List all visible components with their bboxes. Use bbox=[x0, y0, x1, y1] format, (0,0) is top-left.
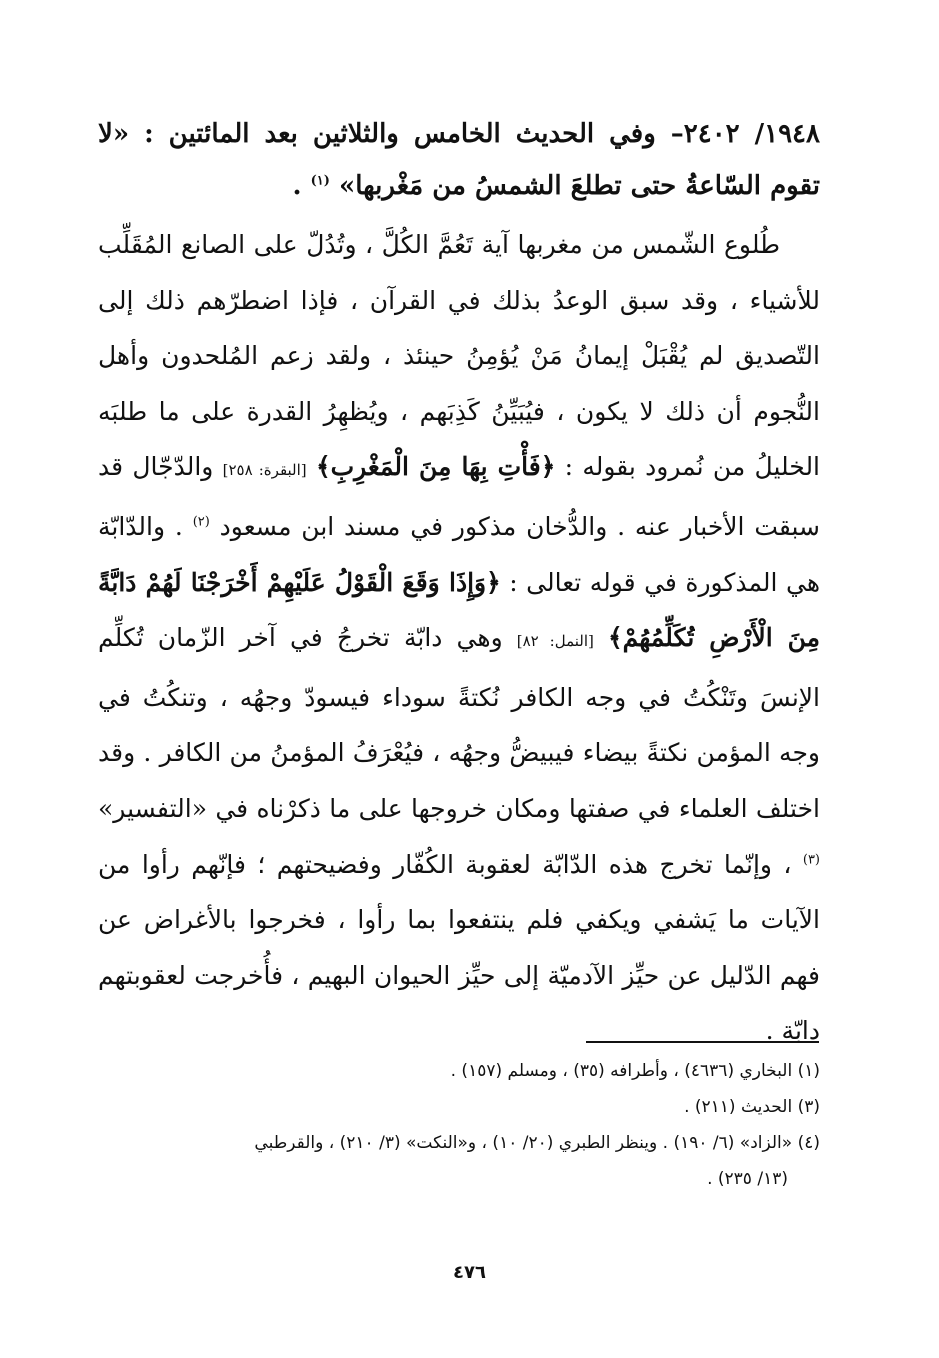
footnote-marker-2: (٢) bbox=[192, 514, 210, 530]
hadith-heading-end: . bbox=[292, 171, 311, 201]
quran-verse-1: ﴿فَأْتِ بِهَا مِنَ الْمَغْرِبِ﴾ bbox=[315, 452, 556, 482]
footnotes bbox=[84, 1053, 820, 1197]
quran-reference-1: [البقرة: ٢٥٨] bbox=[222, 461, 307, 480]
footnote-4-continuation: (١٣/ ٢٣٥) . bbox=[707, 1169, 788, 1189]
hadith-heading bbox=[98, 108, 820, 212]
body-text-part: طُلوع الشّمس من مغربها آية تَعُمَّ الكُلَّ ، وتُدُلّ على الصانع المُقَلِّب للأشياء ، وقد سبق الوعدُ بذلك في القرآن ، فإذا اضطرّهم ذلك إلى التّصديق لم يُقْبَلْ إيمانُ مَنْ يُؤمِنُ حينئذ ، ولقد زعم المُلحدون وأهل النُّجوم أن ذلك لا يكون ، فيُبَيِّنُ كَذِبَهم ، ويُظهِرُ القدرة على ما طلبَه الخليلُ من نُمرود بقوله : bbox=[98, 230, 821, 482]
footnote-marker-1: (١) bbox=[310, 173, 330, 189]
quran-reference-2: [النمل: ٨٢] bbox=[516, 632, 594, 651]
hadith-heading-text: – وفي الحديث الخامس والثلاثين بعد المائتين : «لا تقوم السّاعةُ حتى تطلعَ الشمسُ من مَغْربها» bbox=[98, 119, 820, 201]
body-text-part: ، وإنّما تخرج هذه الدّابّة لعقوبة الكُفّار وفضيحتهم ؛ فإنّهم رأوا من الآيات ما يَشفي ويكفي فلم ينتفعوا بما رأوا ، فخرجوا بالأغراض عن فهم الدّليل عن حيِّز الآدميّة إلى حيِّز الحيوان البهيم ، فأُخرجت لعقوبتهم دابّة . bbox=[98, 849, 820, 1046]
body-text-part: وهي دابّة تخرجُ في آخر الزّمان تُكلِّم الإنسَ وتَنْكُتُ في وجه الكافر نُكتةً سوداء فيسودّ وجهُه ، وتنكُتُ في وجه المؤمن نكتةً بيضاء فيبيضُّ وجهُه ، فيُعْرَفُ المؤمنُ من الكافر . وقد اختلف العلماء في صفتها ومكان خروجها على ما ذكرْناه في «التفسير» bbox=[98, 623, 820, 823]
footnote-3: (٣) الحديث (٢١١) . bbox=[684, 1097, 820, 1117]
footnote-divider bbox=[586, 1041, 819, 1043]
page-number: ٤٧٦ bbox=[453, 1262, 486, 1283]
footnote-4: (٤) «الزاد» (٦/ ١٩٠) . وينظر الطبري (٢٠/ ١٠) ، و«النكت» (٣/ ٢١٠) ، والقرطبي bbox=[254, 1133, 820, 1153]
footnote-marker-3: (٣) bbox=[802, 852, 820, 868]
quran-verse-2: ﴿وَإِذَا وَقَعَ الْقَوْلُ عَلَيْهِمْ أَخْرَجْنَا لَهُمْ دَابَّةً مِنَ الْأَرْضِ تُكَلِّمُهُمْ﴾ bbox=[98, 567, 820, 653]
body-text-part: . والدّابّة هي المذكورة في قوله تعالى : bbox=[98, 511, 820, 597]
hadith-number: ١٩٤٨/ ٢٤٠٢ bbox=[683, 119, 820, 149]
commentary-body bbox=[98, 217, 820, 1059]
body-text-part: والدّجّال قد سبقت الأخبار عنه . والدُّخان مذكور في مسند ابن مسعود bbox=[98, 452, 821, 541]
footnote-1: (١) البخاري (٤٦٣٦) ، وأطرافه (٣٥) ، ومسلم (١٥٧) . bbox=[450, 1061, 820, 1081]
commentary-paragraph bbox=[98, 217, 820, 1059]
